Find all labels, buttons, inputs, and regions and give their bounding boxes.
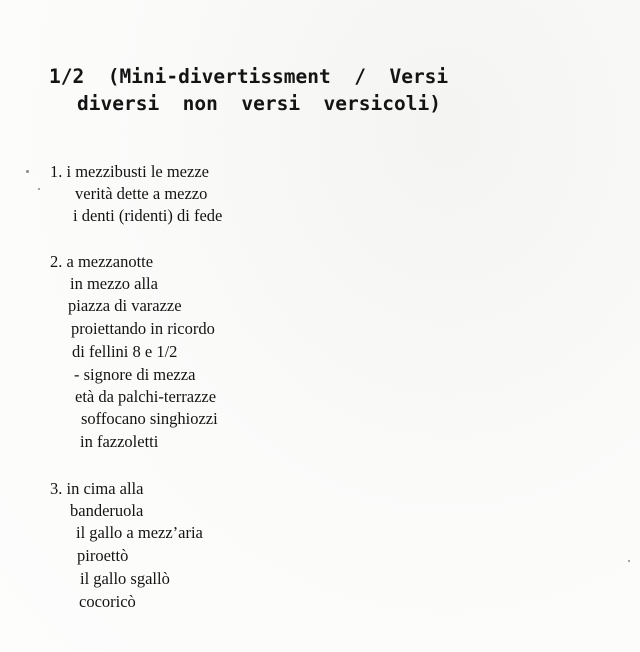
scan-speck	[38, 188, 40, 190]
poem-line: verità dette a mezzo	[75, 184, 208, 203]
poem-line: il gallo a mezz’aria	[76, 523, 203, 542]
scan-speck	[26, 170, 29, 173]
poem-line: età da palchi-terrazze	[75, 387, 217, 406]
poem-line: il gallo sgallò	[80, 569, 170, 588]
poem-line: 3. in cima alla	[50, 479, 144, 498]
poem-line: i denti (ridenti) di fede	[73, 206, 223, 225]
poem-line: proiettando in ricordo	[71, 319, 215, 338]
scan-speck	[628, 560, 630, 562]
poem-line: soffocano singhiozzi	[81, 409, 218, 428]
poem-line: 2. a mezzanotte	[50, 252, 154, 271]
title-line-2: diversi non versi versicoli)	[77, 92, 441, 115]
poem-line: in mezzo alla	[70, 274, 158, 293]
poem-line: di fellini 8 e 1/2	[72, 342, 178, 361]
poem-line: in fazzoletti	[80, 432, 159, 451]
poem-line: piroettò	[77, 546, 129, 565]
poem-line: banderuola	[70, 501, 144, 520]
poem-line: cocoricò	[79, 592, 136, 611]
poem-line: - signore di mezza	[74, 365, 196, 384]
poem-line: 1. i mezzibusti le mezze	[50, 162, 209, 181]
poem-line: piazza di varazze	[68, 296, 182, 315]
title-line-1: 1/2 (Mini-divertissment / Versi	[49, 65, 449, 88]
